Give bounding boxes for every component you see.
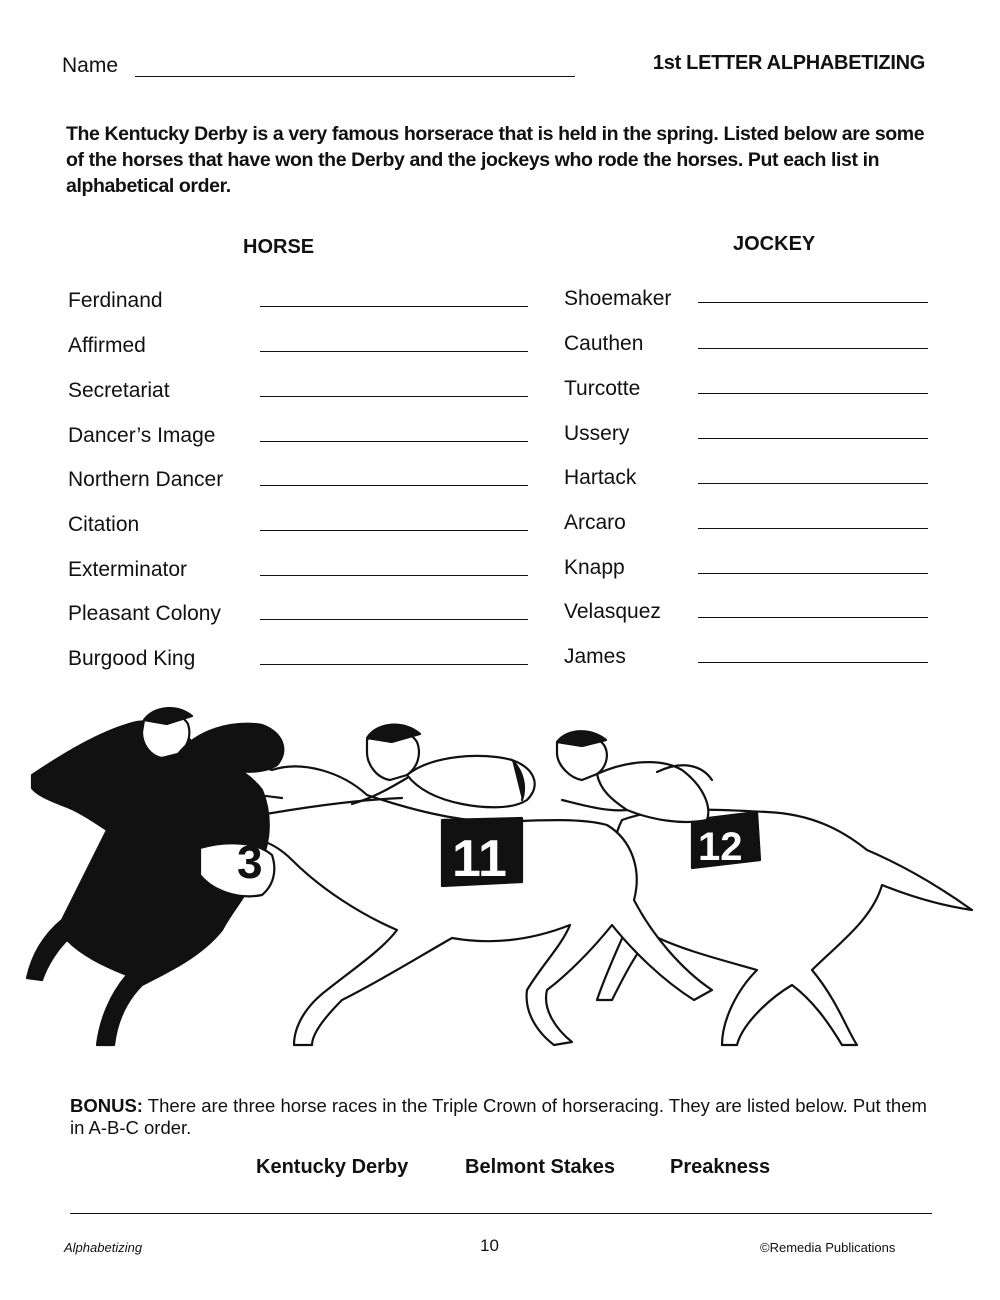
jockey-name: Ussery xyxy=(564,422,630,445)
horse-race-illustration xyxy=(22,700,978,1050)
jockey-column-header: JOCKEY xyxy=(733,233,816,255)
horse-answer-line[interactable] xyxy=(260,441,528,442)
instructions: The Kentucky Derby is a very famous horserace that is held in the spring. Listed below are some of the horses that have won the Derby and the jockeys who rode the horses. Put each list in alphabetical order. xyxy=(66,123,925,197)
horse-name: Citation xyxy=(68,513,140,536)
name-line[interactable] xyxy=(135,76,575,77)
jockey-answer-line[interactable] xyxy=(698,573,928,574)
horse-column-header: HORSE xyxy=(243,236,315,258)
jockey-name: Cauthen xyxy=(564,332,644,355)
name-label: Name xyxy=(62,54,119,77)
jockey-11-figure xyxy=(352,725,535,808)
jockey-answer-line[interactable] xyxy=(698,617,928,618)
bonus-label: BONUS: xyxy=(70,1095,143,1116)
horse-name: Secretariat xyxy=(68,379,170,402)
footer-subject: Alphabetizing xyxy=(64,1240,143,1255)
horse-name: Exterminator xyxy=(68,558,188,581)
jockey-name: James xyxy=(564,645,626,668)
jockey-answer-line[interactable] xyxy=(698,483,928,484)
bonus-text: There are three horse races in the Triple Crown of horseracing. They are listed below. Put them in A-B-C order. xyxy=(70,1095,927,1138)
bonus-section xyxy=(70,1095,930,1139)
horse-answer-line[interactable] xyxy=(260,575,528,576)
jockey-name: Shoemaker xyxy=(564,287,672,310)
footer-copyright: ©Remedia Publications xyxy=(760,1240,896,1255)
jockey-name: Hartack xyxy=(564,466,637,489)
jockey-answer-line[interactable] xyxy=(698,528,928,529)
horse-answer-line[interactable] xyxy=(260,530,528,531)
race-name: Belmont Stakes xyxy=(465,1156,616,1178)
horse-name: Affirmed xyxy=(68,334,146,357)
horse-answer-line[interactable] xyxy=(260,619,528,620)
horse-answer-line[interactable] xyxy=(260,306,528,307)
horse-12-figure xyxy=(597,810,972,1045)
horse-answer-line[interactable] xyxy=(260,664,528,665)
saddle-number-3: 3 xyxy=(237,836,263,888)
horse-name: Dancer’s Image xyxy=(68,424,216,447)
jockey-answer-line[interactable] xyxy=(698,348,928,349)
horse-answer-line[interactable] xyxy=(260,351,528,352)
horse-name: Ferdinand xyxy=(68,289,163,312)
jockey-12-figure xyxy=(557,731,712,822)
jockey-name: Velasquez xyxy=(564,600,661,623)
saddle-number-12: 12 xyxy=(698,825,743,869)
horse-answer-line[interactable] xyxy=(260,396,528,397)
page-number: 10 xyxy=(480,1236,499,1255)
jockey-answer-line[interactable] xyxy=(698,662,928,663)
jockey-answer-line[interactable] xyxy=(698,393,928,394)
horse-name: Pleasant Colony xyxy=(68,602,221,625)
horse-answer-line[interactable] xyxy=(260,485,528,486)
saddle-number-11: 11 xyxy=(452,830,507,888)
jockey-name: Turcotte xyxy=(564,377,641,400)
race-name: Kentucky Derby xyxy=(256,1156,409,1178)
page-title: 1st LETTER ALPHABETIZING xyxy=(652,52,925,74)
horse-name: Northern Dancer xyxy=(68,468,224,491)
jockey-answer-line[interactable] xyxy=(698,438,928,439)
jockey-name: Arcaro xyxy=(564,511,626,534)
jockey-answer-line[interactable] xyxy=(698,302,928,303)
bonus-answer-line[interactable] xyxy=(70,1213,932,1214)
jockey-name: Knapp xyxy=(564,556,625,579)
horse-name: Burgood King xyxy=(68,647,196,670)
race-name: Preakness xyxy=(670,1156,771,1178)
